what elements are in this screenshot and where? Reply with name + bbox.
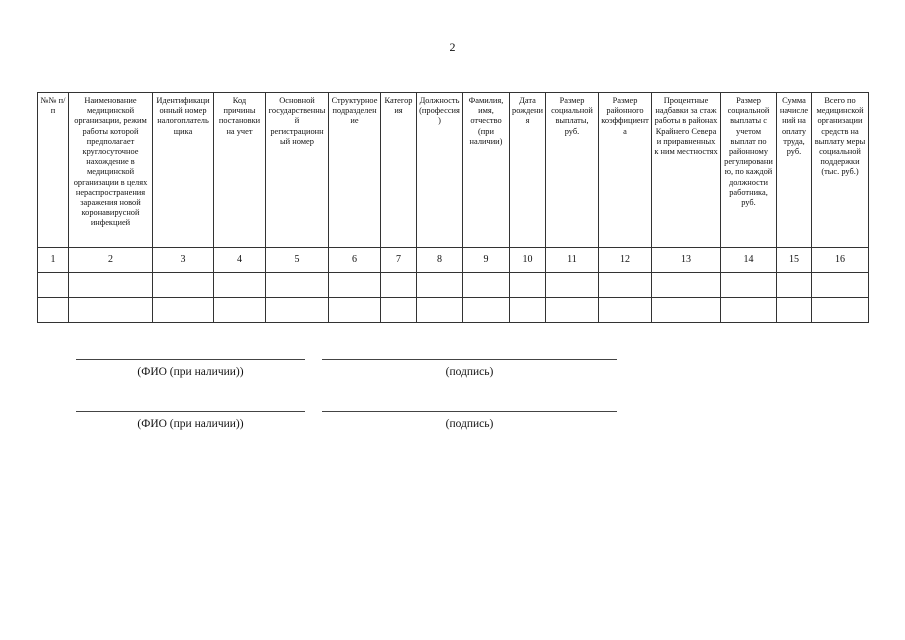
column-header: Категория: [381, 93, 417, 248]
column-number: 7: [381, 248, 417, 273]
empty-cell: [463, 273, 510, 298]
empty-cell: [721, 298, 777, 323]
empty-cell: [463, 298, 510, 323]
empty-cell: [266, 273, 329, 298]
column-header: Размер социальной выплаты, руб.: [546, 93, 599, 248]
empty-cell: [599, 273, 652, 298]
empty-cell: [652, 298, 721, 323]
empty-cell: [777, 298, 812, 323]
empty-cell: [599, 298, 652, 323]
column-header: №№ п/п: [38, 93, 69, 248]
column-number: 1: [38, 248, 69, 273]
empty-cell: [214, 273, 266, 298]
column-header: Идентификационный номер налогоплательщика: [153, 93, 214, 248]
name-caption: (ФИО (при наличии)): [137, 366, 244, 378]
column-header: Код причины постановки на учет: [214, 93, 266, 248]
column-header: Должность (профессия): [417, 93, 463, 248]
signature-caption: (подпись): [445, 418, 494, 430]
empty-cell: [812, 298, 869, 323]
signature-line: [322, 359, 617, 360]
signature-caption: (подпись): [445, 366, 494, 378]
empty-cell: [417, 273, 463, 298]
column-number: 12: [599, 248, 652, 273]
column-number: 10: [510, 248, 546, 273]
column-number: 8: [417, 248, 463, 273]
empty-cell: [153, 298, 214, 323]
empty-cell: [38, 273, 69, 298]
name-signature-line: [76, 411, 305, 412]
column-header: Сумма начислений на оплату труда, руб.: [777, 93, 812, 248]
column-header: Дата рождения: [510, 93, 546, 248]
empty-cell: [546, 273, 599, 298]
social-payment-table: [37, 92, 869, 323]
empty-cell: [417, 298, 463, 323]
empty-cell: [721, 273, 777, 298]
column-number: 16: [812, 248, 869, 273]
empty-cell: [214, 298, 266, 323]
column-number: 14: [721, 248, 777, 273]
empty-cell: [381, 298, 417, 323]
column-number: 11: [546, 248, 599, 273]
column-header: Структурное подразделение: [329, 93, 381, 248]
empty-cell: [777, 273, 812, 298]
table-row: [38, 273, 869, 298]
empty-cell: [69, 273, 153, 298]
column-header: Процентные надбавки за стаж работы в районах Крайнего Севера и приравненных к ним местностях: [652, 93, 721, 248]
empty-cell: [329, 273, 381, 298]
column-number: 3: [153, 248, 214, 273]
empty-cell: [652, 273, 721, 298]
column-number: 9: [463, 248, 510, 273]
empty-cell: [546, 298, 599, 323]
empty-cell: [38, 298, 69, 323]
column-number: 5: [266, 248, 329, 273]
column-number-row: [38, 248, 869, 273]
column-number: 6: [329, 248, 381, 273]
table-row: [38, 298, 869, 323]
column-number: 4: [214, 248, 266, 273]
column-header: Размер социальной выплаты с учетом выплат по районному регулированию, по каждой должности работника, руб.: [721, 93, 777, 248]
column-header: Всего по медицинской организации средств на выплату меры социальной поддержки (тыс. руб.): [812, 93, 869, 248]
empty-cell: [69, 298, 153, 323]
column-number: 15: [777, 248, 812, 273]
empty-cell: [812, 273, 869, 298]
page-number: 2: [449, 40, 456, 54]
empty-cell: [510, 298, 546, 323]
empty-cell: [266, 298, 329, 323]
column-header: Наименование медицинской организации, режим работы которой предполагает круглосуточное нахождение в медицинской организации в целях нераспространения заражения новой коронавирусной инфекцией: [69, 93, 153, 248]
signature-line: [322, 411, 617, 412]
column-header: Размер районного коэффициента: [599, 93, 652, 248]
empty-cell: [329, 298, 381, 323]
name-signature-line: [76, 359, 305, 360]
column-number: 2: [69, 248, 153, 273]
name-caption: (ФИО (при наличии)): [137, 418, 244, 430]
header-row: [38, 93, 869, 248]
empty-cell: [153, 273, 214, 298]
column-header: Фамилия, имя, отчество (при наличии): [463, 93, 510, 248]
empty-cell: [381, 273, 417, 298]
empty-cell: [510, 273, 546, 298]
column-header: Основной государственный регистрационный номер: [266, 93, 329, 248]
column-number: 13: [652, 248, 721, 273]
